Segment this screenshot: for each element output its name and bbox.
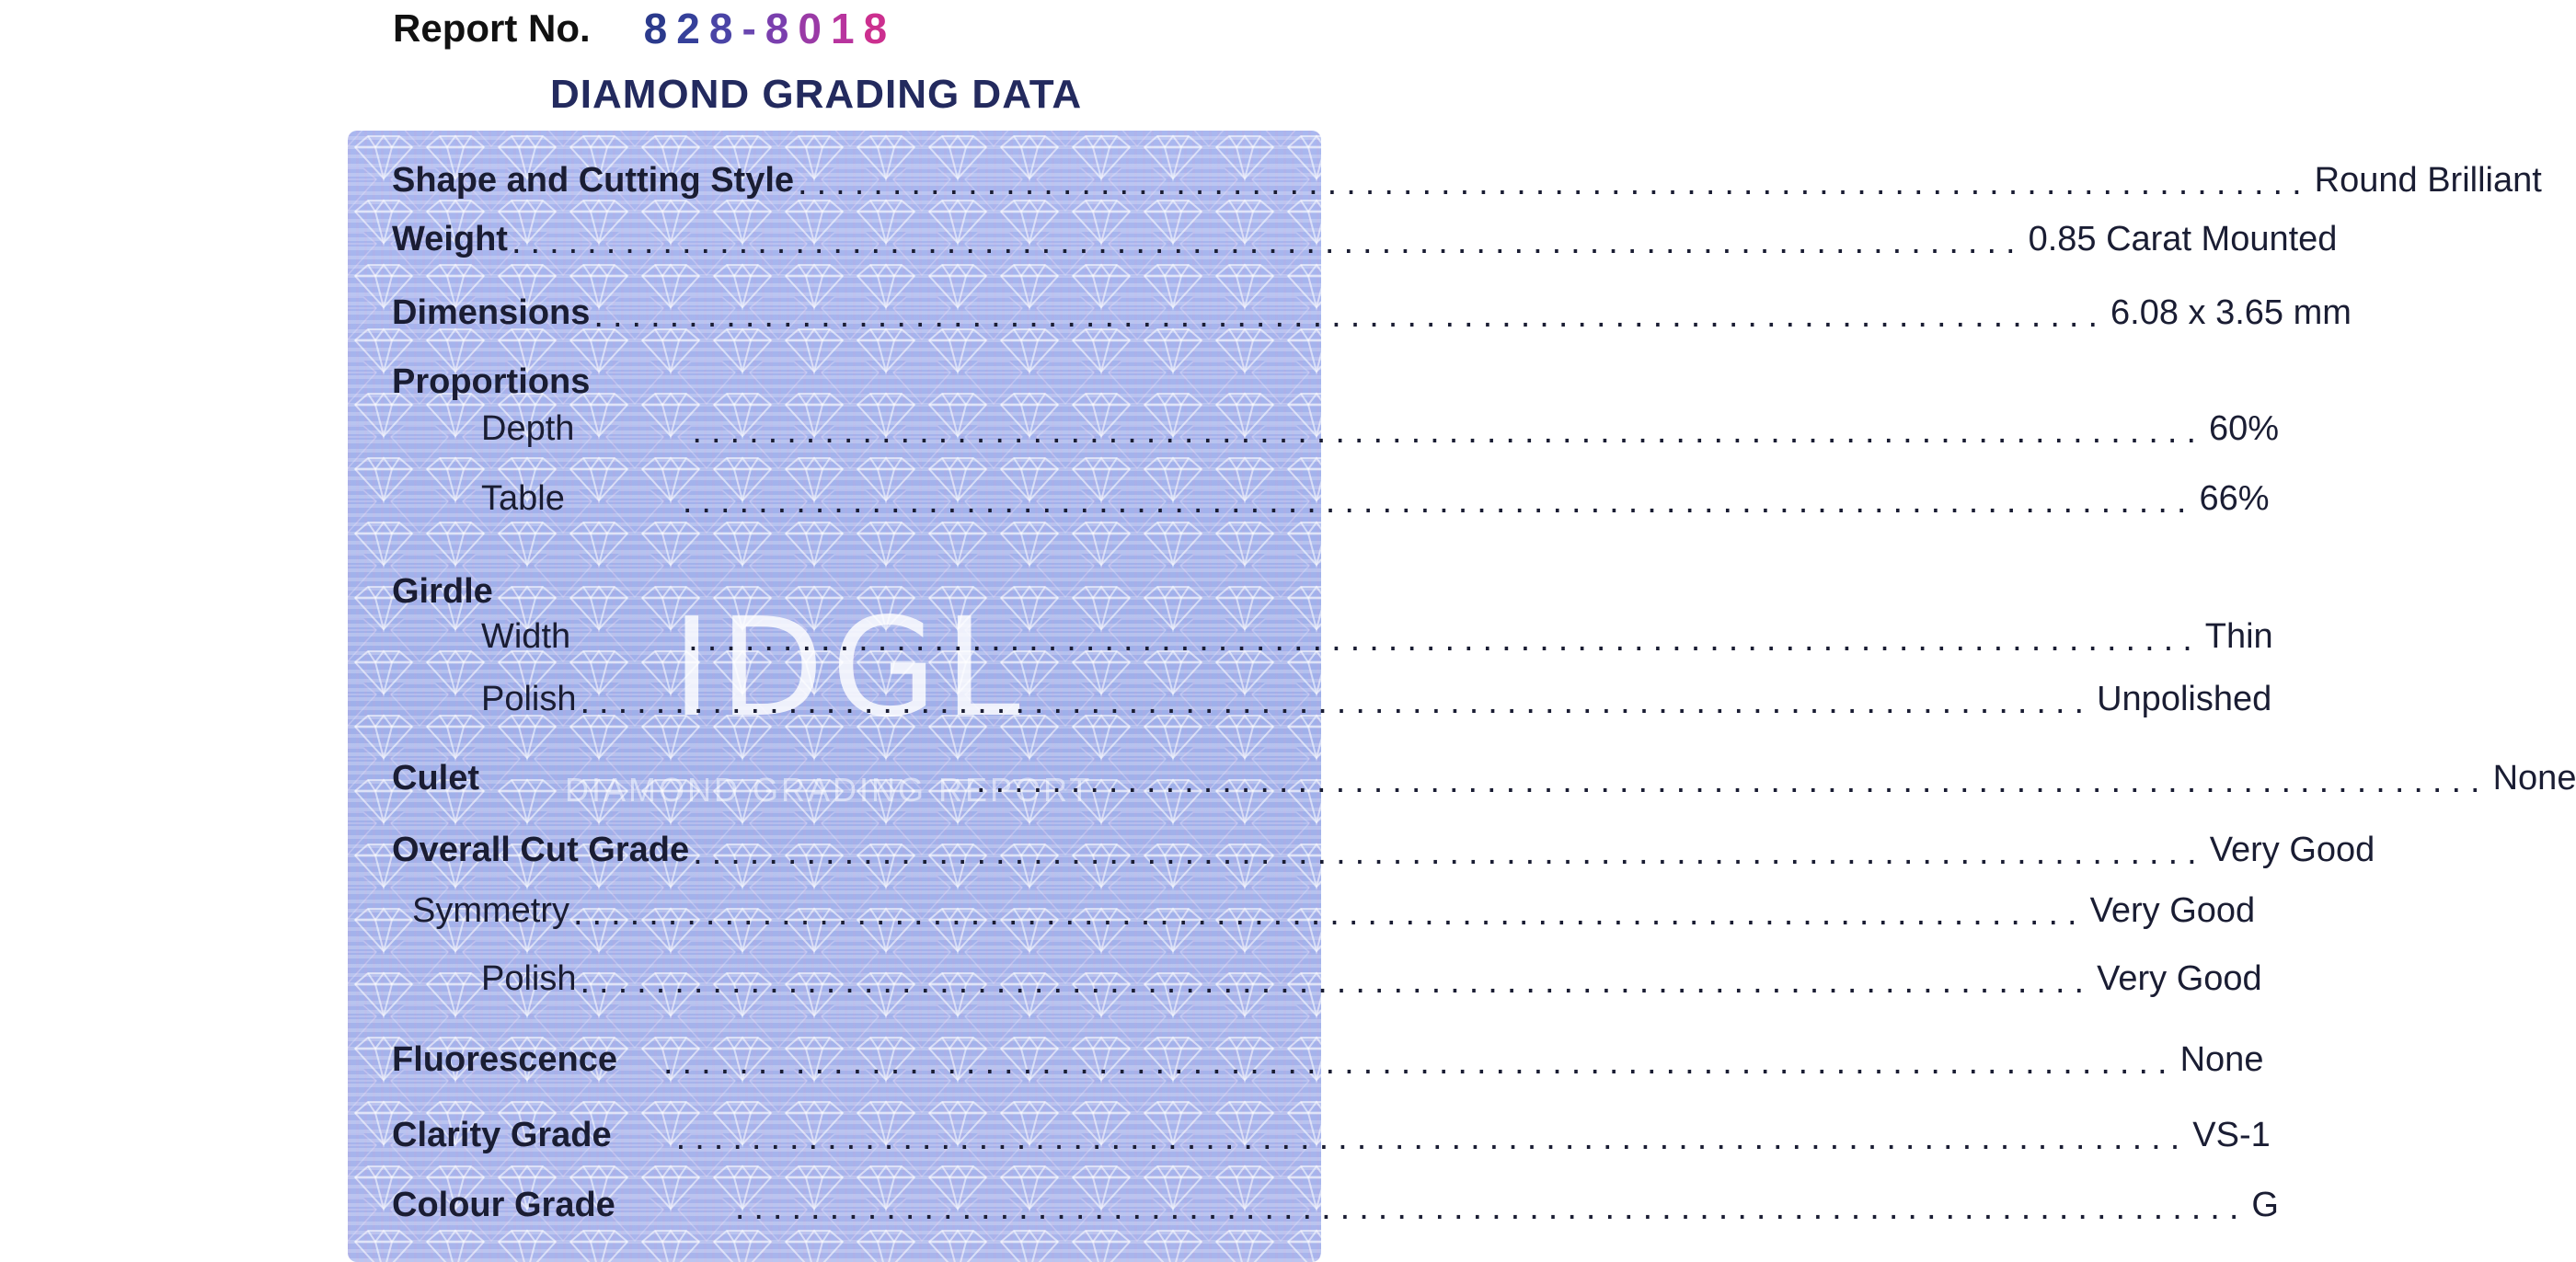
row-table (392, 473, 2270, 521)
leader-dots: ................................................................................ (693, 833, 2206, 872)
row-value: 66% (2199, 479, 2270, 518)
report-number-char: 0 (798, 5, 831, 52)
row-label: Overall Cut Grade (392, 831, 690, 869)
row-value: Very Good (2089, 891, 2256, 930)
proportions-heading: Proportions (392, 362, 591, 401)
watermark-subtitle: DIAMOND GRADING REPORT (565, 771, 1093, 809)
row-symmetry (392, 885, 2256, 933)
leader-dots: ................................................................................ (798, 164, 2311, 202)
row-value: None (2492, 759, 2576, 797)
girdle-heading: Girdle (392, 572, 493, 611)
report-number-char: 8 (643, 5, 677, 52)
row-fluorescence (392, 1034, 2264, 1082)
leader-dots: ................................................................................ (593, 296, 2107, 335)
row-value: Round Brilliant (2314, 161, 2542, 200)
row-value: None (2179, 1040, 2264, 1079)
section-title: DIAMOND GRADING DATA (550, 72, 1083, 117)
row-label: Polish (481, 680, 577, 718)
row-label: Symmetry (412, 891, 569, 930)
row-label: Colour Grade (392, 1186, 615, 1224)
idgl-logo-watermark: IDGL (672, 589, 1028, 747)
row-polish (392, 953, 2262, 1001)
grading-panel (348, 131, 2576, 1262)
row-overall-cut-grade (392, 824, 2375, 872)
row-label: Shape and Cutting Style (392, 161, 795, 200)
leader-dots: ................................................................................ (976, 762, 2490, 800)
row-value: Unpolished (2097, 680, 2272, 718)
row-label: Weight (392, 220, 508, 258)
row-dimensions (392, 287, 2352, 335)
row-label: Culet (392, 759, 479, 797)
row-value: Very Good (2097, 959, 2262, 998)
leader-dots: ................................................................................ (734, 1188, 2248, 1227)
row-value: 6.08 x 3.65 mm (2110, 293, 2352, 332)
leader-dots: ................................................................................ (688, 620, 2202, 659)
leader-dots: ................................................................................ (511, 223, 2025, 261)
leader-dots: ................................................................................ (675, 1119, 2190, 1157)
row-weight (392, 213, 2338, 261)
leader-dots: ................................................................................ (580, 683, 2094, 721)
row-value: Very Good (2209, 831, 2375, 869)
leader-dots: ................................................................................ (573, 894, 2087, 933)
leader-dots: ................................................................................ (580, 962, 2094, 1001)
row-colour-grade (392, 1179, 2279, 1227)
report-header (393, 0, 896, 57)
row-girdle-width (392, 611, 2273, 659)
report-number (644, 4, 896, 53)
row-label: Dimensions (392, 293, 591, 332)
report-label: Report No. (393, 6, 591, 50)
row-culet (392, 752, 2576, 800)
row-clarity-grade (392, 1109, 2271, 1157)
row-value: Thin (2204, 617, 2273, 656)
report-number-char: 8 (863, 5, 897, 52)
report-number-char: 8 (765, 5, 799, 52)
leader-dots: ................................................................................ (682, 482, 2196, 521)
report-number-char: - (742, 5, 765, 52)
report-number-char: 2 (676, 5, 709, 52)
row-label: Fluorescence (392, 1040, 617, 1079)
row-label: Depth (481, 409, 575, 448)
row-label: Clarity Grade (392, 1116, 612, 1154)
row-label: Polish (481, 959, 577, 998)
row-label: Table (481, 479, 565, 518)
report-number-char: 1 (830, 5, 864, 52)
row-value: 0.85 Carat Mounted (2028, 220, 2338, 258)
row-label: Width (481, 617, 571, 656)
row-depth (392, 403, 2280, 451)
row-value: 60% (2209, 409, 2280, 448)
row-shape (392, 155, 2542, 202)
row-value: VS-1 (2192, 1116, 2271, 1154)
leader-dots: ................................................................................ (663, 1043, 2177, 1082)
report-number-char: 8 (708, 5, 742, 52)
row-value: G (2251, 1186, 2279, 1224)
row-girdle-polish (392, 673, 2272, 721)
leader-dots: ................................................................................ (692, 412, 2206, 451)
